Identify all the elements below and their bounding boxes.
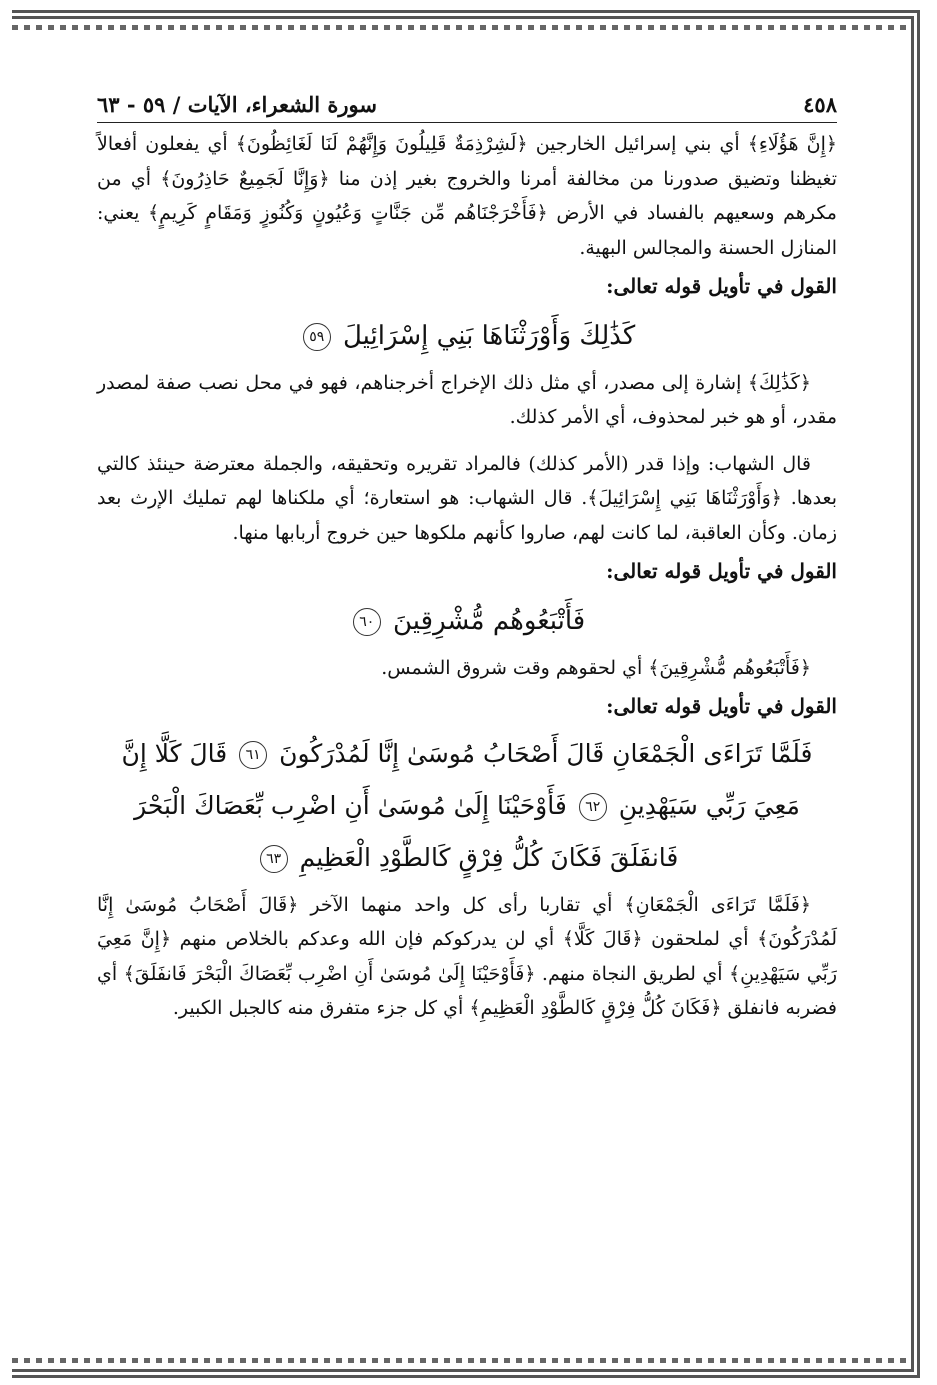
surah-info: سورة الشعراء، الآيات / ٥٩ - ٦٣: [97, 91, 377, 117]
page-number: ٤٥٨: [803, 91, 837, 117]
page-header: [97, 88, 837, 123]
verse-59-text: كَذَٰلِكَ وَأَوْرَثْنَاهَا بَنِي إِسْرَائِيلَ: [342, 320, 636, 351]
ayah-number-62: ٦٢: [579, 793, 607, 821]
heading-2: القول في تأويل قوله تعالى:: [606, 559, 837, 583]
ayah-number-61: ٦١: [239, 741, 267, 769]
paragraph-3: قال الشهاب: وإذا قدر (الأمر كذلك) فالمراد تقريره وتحقيقه، والجملة معترضة حينئذ كالتي بعدها. ﴿وَأَوْرَثْنَاهَا بَنِي إِسْرَائِيلَ﴾. قال الشهاب: هو استعارة؛ أي ملكناها لهم تمليك الإرث بعد زمان. وكأن العاقبة، لما كانت لهم، صاروا كأنهم ملكوها حين خروج أربابها منها.: [97, 452, 837, 544]
paragraph-5: ﴿فَلَمَّا تَرَاءَى الْجَمْعَانِ﴾ أي تقاربا رأى كل واحد منهما الآخر ﴿قَالَ أَصْحَابُ مُوسَىٰ إِنَّا لَمُدْرَكُونَ﴾ أي لملحقون ﴿قَالَ كَلَّا﴾ أي لن يدركوكم فإن الله وعدكم بالخلاص منهم ﴿إِنَّ مَعِيَ رَبِّي سَيَهْدِينِ﴾ أي لطريق النجاة منهم. ﴿فَأَوْحَيْنَا إِلَىٰ مُوسَىٰ أَنِ اضْرِب بِّعَصَاكَ الْبَحْرَ فَانفَلَقَ﴾ أي فضربه فانفلق ﴿فَكَانَ كُلُّ فِرْقٍ كَالطَّوْدِ الْعَظِيمِ﴾ أي كل جزء متفرق منه كالجبل الكبير.: [97, 893, 837, 1019]
page-content: [97, 88, 837, 1026]
verse-60-text: فَأَتْبَعُوهُم مُّشْرِقِينَ: [393, 605, 586, 636]
ayah-number-60: ٦٠: [353, 608, 381, 636]
verse-59: [97, 310, 837, 362]
heading-3: القول في تأويل قوله تعالى:: [606, 694, 837, 718]
paragraph-1: ﴿إِنَّ هَؤُلَاءِ﴾ أي بني إسرائيل الخارجين ﴿لَشِرْذِمَةٌ قَلِيلُونَ وَإِنَّهُمْ لَنَا لَغَائِظُونَ﴾ أي يفعلون أفعالاً تغيظنا وتضيق صدورنا من مخالفة أمرنا والخروج بغير إذن منا ﴿وَإِنَّا لَجَمِيعٌ حَاذِرُونَ﴾ أي من مكرهم وسعيهم بالفساد في الأرض ﴿فَأَخْرَجْنَاهُم مِّن جَنَّاتٍ وَعُيُونٍ وَكُنُوزٍ وَمَقَامٍ كَرِيمٍ﴾ يعني: المنازل الحسنة والمجالس البهية.: [97, 133, 837, 259]
verse-60: [97, 595, 837, 647]
paragraph-2: ﴿كَذَٰلِكَ﴾ إشارة إلى مصدر، أي مثل ذلك الإخراج أخرجناهم، فهو في محل نصب صفة لمصدر مقدر، أو هو خبر لمحذوف، أي الأمر كذلك.: [97, 371, 837, 428]
ayah-number-63: ٦٣: [260, 845, 288, 873]
verse-63-text: فَأَوْحَيْنَا إِلَىٰ مُوسَىٰ أَنِ اضْرِب بِّعَصَاكَ الْبَحْرَ فَانفَلَقَ فَكَانَ كُلُّ فِرْقٍ كَالطَّوْدِ الْعَظِيمِ: [134, 790, 679, 872]
verses-61-63: [97, 728, 837, 884]
verse-62-text: قَالَ كَلَّا إِنَّ مَعِيَ رَبِّي سَيَهْدِينِ: [121, 738, 800, 820]
verse-61-text: فَلَمَّا تَرَاءَى الْجَمْعَانِ قَالَ أَصْحَابُ مُوسَىٰ إِنَّا لَمُدْرَكُونَ: [279, 738, 813, 768]
paragraph-4: ﴿فَأَتْبَعُوهُم مُّشْرِقِينَ﴾ أي لحقوهم وقت شروق الشمس.: [381, 656, 811, 679]
ayah-number-59: ٥٩: [303, 323, 331, 351]
heading-1: القول في تأويل قوله تعالى:: [606, 274, 837, 298]
